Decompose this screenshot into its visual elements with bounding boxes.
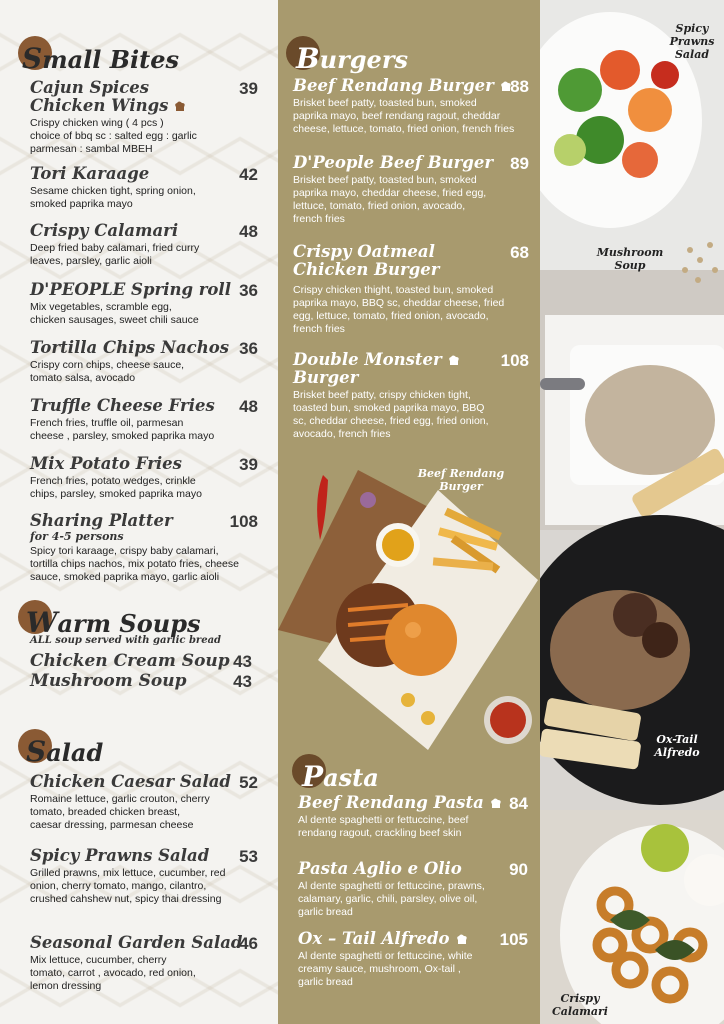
menu-item-beef-rendang-pasta [298, 794, 528, 840]
item-name: Seasonal Garden Salad [30, 933, 243, 952]
item-name: Sharing Platter [30, 511, 173, 530]
item-desc: rendang ragout, crackling beef skin [298, 827, 462, 839]
menu-item-spring-roll [30, 281, 258, 327]
item-name: Cajun Spices [30, 78, 150, 97]
item-desc: smoked paprika mayo [30, 198, 133, 210]
menu-item-crispy-calamari [30, 222, 258, 268]
item-desc: Brisket beef patty, crispy chicken tight, [293, 389, 471, 401]
item-desc: Crispy chicken thight, toasted bun, smoked [293, 284, 494, 296]
item-name: Tortilla Chips Nachos [30, 338, 230, 357]
item-desc: lemon dressing [30, 980, 102, 992]
item-price: 84 [509, 794, 528, 813]
menu-item-beef-rendang-burger [293, 77, 529, 136]
flower [421, 711, 435, 725]
item-desc: Mix lettuce, cucumber, cherry [30, 954, 167, 966]
menu-item-mix-potato-fries [30, 455, 258, 501]
right-column-photos [540, 0, 724, 1024]
item-price: 89 [510, 154, 529, 173]
item-price: 39 [239, 455, 258, 474]
soup-spoon [540, 378, 585, 390]
item-desc: Crispy corn chips, cheese sauce, [30, 359, 185, 371]
item-price: 36 [239, 281, 258, 300]
item-desc: Romaine lettuce, garlic crouton, cherry [30, 793, 210, 805]
item-desc: Spicy tori karaage, crispy baby calamari, [30, 545, 219, 557]
item-desc: cheese , parsley, smoked paprika mayo [30, 430, 215, 442]
burger-photo-label: Beef Rendang Burger [417, 467, 505, 493]
item-name: Pasta Aglio e Olio [298, 859, 462, 878]
item-price: 46 [239, 934, 258, 953]
item-name: Beef Rendang Burger [293, 76, 494, 95]
menu-item-spicy-prawns-salad [30, 847, 258, 906]
item-name: Truffle Cheese Fries [30, 396, 215, 415]
item-desc: sc, cheddar cheese, fried egg, fried onion, [293, 415, 489, 427]
menu-item-cajun-wings [30, 79, 258, 156]
item-desc: Brisket beef patty, toasted bun, smoked [293, 174, 477, 186]
item-price: 88 [510, 77, 529, 96]
item-desc: parmesan : sambal MBEH [30, 143, 153, 155]
item-desc: garlic bread [298, 976, 353, 988]
item-name-line2: Chicken Wings [30, 96, 169, 115]
item-price: 90 [509, 860, 528, 879]
menu-item-sharing-platter [30, 512, 258, 584]
mushroom-soup [585, 365, 715, 475]
shallot [360, 492, 376, 508]
item-desc: chicken sausages, sweet chili sauce [30, 314, 199, 326]
chili-pepper [317, 475, 328, 540]
item-desc: cheese, lettuce, tomato, fried onion, french fries [293, 123, 515, 135]
item-desc: calamary, garlic, chili, parsley, olive oil, [298, 893, 478, 905]
item-name: Ox – Tail Alfredo [298, 929, 450, 948]
item-desc: tomato, carrot , avocado, red onion, [30, 967, 196, 979]
warm-soups-heading: Warm Soups [26, 606, 200, 639]
chef-hat-icon [456, 934, 468, 946]
item-price: 42 [239, 165, 258, 184]
item-price: 68 [510, 243, 529, 262]
item-desc: tortilla chips nachos, mix potato fries, cheese [30, 558, 239, 570]
item-desc: crushed cahshew nut, spicy thai dressing [30, 893, 222, 905]
left-column [0, 0, 278, 1024]
burger-bun [385, 604, 457, 676]
menu-item-truffle-fries [30, 397, 258, 443]
item-price: 43 [233, 672, 252, 691]
item-name: D'PEOPLE Spring roll [30, 280, 231, 299]
chef-hat-icon [448, 355, 460, 367]
item-name: Beef Rendang Pasta [298, 793, 484, 812]
item-desc: Al dente spaghetti or fettuccine, white [298, 950, 473, 962]
item-price: 108 [229, 512, 258, 531]
flower [401, 693, 415, 707]
item-desc: caesar dressing, parmesan cheese [30, 819, 194, 831]
item-desc: paprika mayo, BBQ sc, cheddar cheese, fried [293, 297, 505, 309]
item-desc: tomato salsa, avocado [30, 372, 136, 384]
item-name: Mix Potato Fries [30, 454, 182, 473]
item-desc: onion, cherry tomato, mango, cilantro, [30, 880, 207, 892]
menu-item-oxtail-alfredo [298, 930, 528, 989]
item-price: 108 [500, 351, 529, 370]
item-desc: toasted bun, smoked paprika mayo, BBQ [293, 402, 485, 414]
salad-photo-label: Spicy Prawns Salad [669, 22, 715, 61]
item-name: Crispy Calamari [30, 221, 179, 240]
item-name: Mushroom Soup [30, 671, 187, 691]
burger-photo [278, 460, 540, 760]
item-desc: Al dente spaghetti or fettuccine, beef [298, 814, 469, 826]
menu-item-tori-karaage [30, 165, 258, 211]
chef-hat-icon [490, 798, 502, 810]
item-price: 52 [239, 773, 258, 792]
chili-flakes [490, 702, 526, 738]
item-price: 36 [239, 339, 258, 358]
menu-item-dpeople-beef-burger [293, 154, 529, 226]
item-desc: french fries [293, 323, 345, 335]
item-name: Crispy Oatmeal [293, 242, 435, 261]
middle-column [278, 0, 540, 1024]
item-price: 48 [239, 222, 258, 241]
menu-item-nachos [30, 339, 258, 385]
item-price: 105 [499, 930, 528, 949]
item-desc: sauce, smoked paprika mayo, garlic aioli [30, 571, 220, 583]
item-desc: French fries, truffle oil, parmesan [30, 417, 184, 429]
menu-item-chicken-cream-soup [30, 652, 252, 670]
menu-item-double-monster-burger [293, 351, 529, 441]
menu-item-garden-salad [30, 934, 258, 993]
item-desc: egg, lettuce, tomato, fried onion, avocado, [293, 310, 489, 322]
item-name-line2: Chicken Burger [293, 260, 440, 279]
item-desc: french fries [293, 213, 345, 225]
item-desc: paprika mayo, cheddar cheese, fried egg, [293, 187, 487, 199]
item-desc: leaves, parsley, garlic aioli [30, 255, 152, 267]
menu-item-mushroom-soup [30, 672, 252, 690]
item-desc: choice of bbq sc : salted egg : garlic [30, 130, 197, 142]
item-desc: avocado, french fries [293, 428, 391, 440]
item-desc: tomato, breaded chicken breast, [30, 806, 181, 818]
item-name: Spicy Prawns Salad [30, 846, 210, 865]
calamari-photo-label: Crispy Calamari [552, 992, 608, 1018]
item-desc: Crispy chicken wing ( 4 pcs ) [30, 117, 164, 129]
item-desc: creamy sauce, mushroom, Ox-tail , [298, 963, 461, 975]
item-desc: Brisket beef patty, toasted bun, smoked [293, 97, 477, 109]
soup-photo-label: Mushroom Soup [596, 246, 664, 272]
item-name: Chicken Caesar Salad [30, 772, 231, 791]
menu-item-aglio-olio [298, 860, 528, 919]
item-desc: Grilled prawns, mix lettuce, cucumber, red [30, 867, 226, 879]
small-bites-heading: Small Bites [22, 42, 179, 75]
menu-item-caesar-salad [30, 773, 258, 832]
item-name: Double Monster [293, 350, 442, 369]
item-name: D'People Beef Burger [293, 153, 494, 172]
sauce [382, 529, 414, 561]
item-desc: Deep fried baby calamari, fried curry [30, 242, 200, 254]
item-desc: lettuce, tomato, fried onion, avocado, [293, 200, 466, 212]
item-name: Chicken Cream Soup [30, 651, 230, 671]
item-desc: paprika mayo, beef rendang ragout, cheddar [293, 110, 501, 122]
item-subtitle: for 4-5 persons [30, 530, 124, 543]
item-price: 48 [239, 397, 258, 416]
salad-heading: Salad [26, 735, 103, 768]
item-price: 53 [239, 847, 258, 866]
item-price: 39 [239, 79, 258, 98]
item-desc: Mix vegetables, scramble egg, [30, 301, 172, 313]
food-photos [540, 0, 724, 1024]
item-name-line2: Burger [293, 368, 359, 387]
soup-note: ALL soup served with garlic bread [30, 635, 222, 646]
menu-item-oatmeal-chicken-burger [293, 243, 529, 336]
item-price: 43 [233, 652, 252, 671]
lime [641, 824, 689, 872]
oxtail-photo-label: Ox-Tail Alfredo [654, 733, 700, 759]
pasta-heading: Pasta [302, 760, 379, 793]
chef-hat-icon [174, 101, 186, 113]
burgers-heading: Burgers [296, 42, 408, 75]
item-desc: Al dente spaghetti or fettuccine, prawns, [298, 880, 485, 892]
item-desc: French fries, potato wedges, crinkle [30, 475, 196, 487]
item-desc: garlic bread [298, 906, 353, 918]
item-desc: Sesame chicken tight, spring onion, [30, 185, 196, 197]
item-desc: chips, parsley, smoked paprika mayo [30, 488, 202, 500]
item-name: Tori Karaage [30, 164, 150, 183]
